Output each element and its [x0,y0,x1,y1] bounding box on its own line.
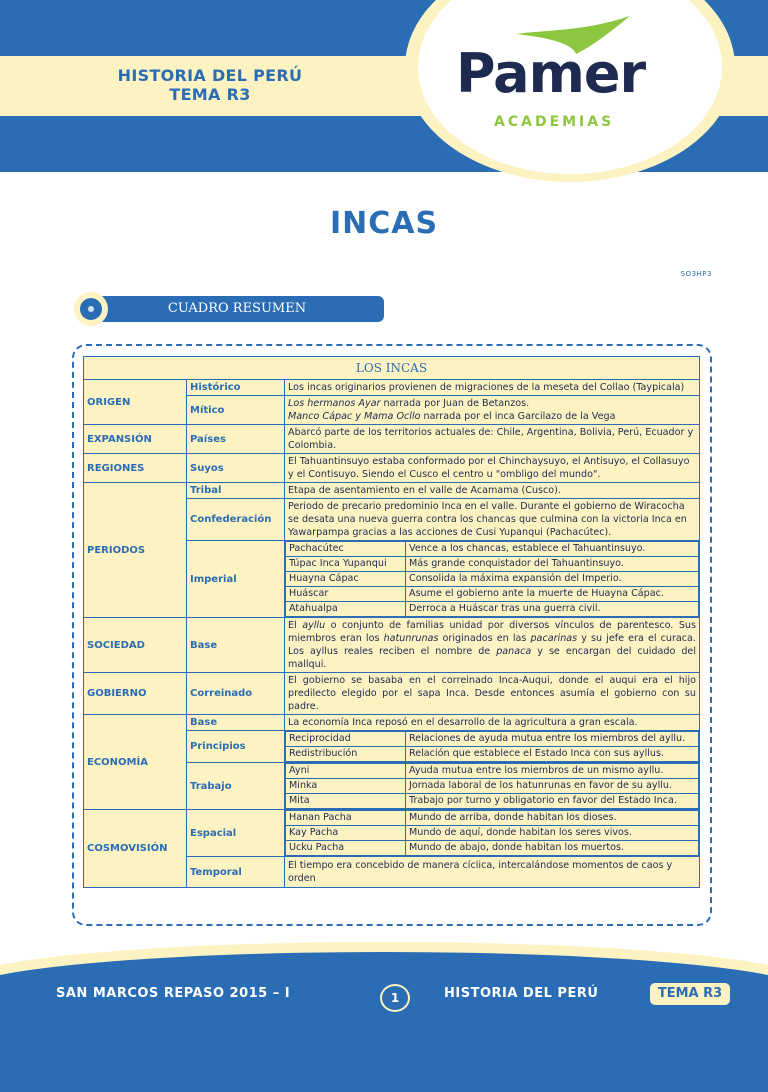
list-item [286,841,699,856]
category-regiones: REGIONES [84,454,187,483]
inca-name: Atahualpa [286,602,406,617]
list-item [286,764,699,779]
category-economia: ECONOMÍA [84,715,187,810]
term-panaca: panaca [496,646,532,657]
work-desc: Jornada laboral de los hatunrunas en favor de su ayllu. [406,779,699,794]
subcategory-tribal: Tribal [187,483,285,499]
inca-deed: Vence a los chancas, establece el Tahuantinsuyo. [406,542,699,557]
list-item [286,542,699,557]
list-item [286,557,699,572]
subcategory-confederacion: Confederación [187,499,285,541]
category-cosmovision: COSMOVISIÓN [84,810,187,888]
principle-desc: Relación que establece el Estado Inca con sus ayllus. [406,747,699,762]
myth-manco-text: narrada por el inca Garcilazo de la Vega [420,411,616,422]
text-run: y su jefe era el curaca. Los ayllus reales reciben el nombre de [288,633,696,657]
principle-name: Redistribución [286,747,406,762]
principle-desc: Relaciones de ayuda mutua entre los miembros del ayllu. [406,732,699,747]
header-title [0,66,420,104]
table-row [84,483,700,499]
footer-background [0,952,768,1092]
section-label: CUADRO RESUMEN [167,301,307,316]
inca-deed: Consolida la máxima expansión del Imperio. [406,572,699,587]
description-confederacion: Periodo de precario predominio Inca en el valle. Durante el gobierno de Wiracocha se desata una nueva guerra contra los chancas que culmina con la victoria Inca en Yawarpampa gracias a las acciones de Cusi Yupanqui (Pachacútec). [285,499,700,541]
imperial-table [285,541,699,617]
myth-ayar-text: narrada por Juan de Betanzos. [380,398,530,409]
subcategory-base: Base [187,618,285,673]
trabajo-table [285,763,699,809]
world-name: Hanan Pacha [286,811,406,826]
description-temporal: El tiempo era concebido de manera cíclica, intercalándose momentos de caos y orden [285,857,700,888]
world-name: Kay Pacha [286,826,406,841]
work-desc: Ayuda mutua entre los miembros de un mismo ayllu. [406,764,699,779]
list-item [286,779,699,794]
list-item [286,602,699,617]
work-desc: Trabajo por turno y obligatorio en favor del Estado Inca. [406,794,699,809]
world-desc: Mundo de arriba, donde habitan los dioses. [406,811,699,826]
subcategory-temporal: Temporal [187,857,285,888]
description-mitico [285,396,700,425]
page-title: INCAS [329,206,439,241]
term-ayllu: ayllu [302,620,326,631]
footer-subject: HISTORIA DEL PERÚ [444,986,599,1001]
inca-name: Huayna Cápac [286,572,406,587]
work-name: Minka [286,779,406,794]
header-topic: TEMA R3 [169,85,251,104]
table-row [84,673,700,715]
description-economia-base: La economía Inca reposó en el desarrollo de la agricultura a gran escala. [285,715,700,731]
table-heading: LOS INCAS [84,357,700,380]
table-row [84,715,700,731]
espacial-list [285,810,700,857]
list-item [286,826,699,841]
table-row [84,618,700,673]
world-desc: Mundo de abajo, donde habitan los muertos. [406,841,699,856]
description-historico: Los incas originarios provienen de migraciones de la meseta del Collao (Taypicala) [285,380,700,396]
subcategory-espacial: Espacial [187,810,285,857]
description-suyos: El Tahuantinsuyo estaba conformado por el Chinchaysuyo, el Antisuyo, el Collasuyo y el Contisuyo. Siendo el Cusco el centro u "ombligo del mundo". [285,454,700,483]
table-row [84,357,700,380]
term-hatunrunas: hatunrunas [383,633,439,644]
imperial-list [285,541,700,618]
principios-table [285,731,699,762]
page-number: 1 [380,984,410,1012]
logo-subtitle: ACADEMIAS [494,114,615,130]
category-sociedad: SOCIEDAD [84,618,187,673]
subcategory-principios: Principios [187,731,285,763]
table-row [84,810,700,857]
text-run: y se encargan del cuidado del mallqui. [288,646,696,670]
text-run: originados en las [438,633,531,644]
inca-deed: Más grande conquistador del Tahuantinsuyo. [406,557,699,572]
table-row [84,454,700,483]
subcategory-suyos: Suyos [187,454,285,483]
text-run: o conjunto de familias unidad por diversos vínculos de parentesco. Sus miembros eran los [288,620,696,644]
table-row [84,380,700,396]
inca-name: Huáscar [286,587,406,602]
term-pacarinas: pacarinas [530,633,578,644]
list-item [286,572,699,587]
inca-name: Túpac Inca Yupanqui [286,557,406,572]
category-origen: ORIGEN [84,380,187,425]
inca-deed: Asume el gobierno ante la muerte de Huayna Cápac. [406,587,699,602]
world-name: Ucku Pacha [286,841,406,856]
myth-ayar: Los hermanos Ayar [288,398,381,409]
inca-deed: Derroca a Huáscar tras una guerra civil. [406,602,699,617]
category-periodos: PERIODOS [84,483,187,618]
subcategory-imperial: Imperial [187,541,285,618]
description-tribal: Etapa de asentamiento en el valle de Acamama (Cusco). [285,483,700,499]
work-name: Mita [286,794,406,809]
category-gobierno: GOBIERNO [84,673,187,715]
list-item [286,587,699,602]
subcategory-trabajo: Trabajo [187,763,285,810]
trabajo-list [285,763,700,810]
category-expansion: EXPANSIÓN [84,425,187,454]
subcategory-base: Base [187,715,285,731]
principios-list [285,731,700,763]
table-row [84,425,700,454]
logo-wordmark: Pamer [456,42,646,105]
footer-topic-badge: TEMA R3 [650,983,730,1005]
subcategory-mitico: Mítico [187,396,285,425]
principle-name: Reciprocidad [286,732,406,747]
description-sociedad [285,618,700,673]
list-item [286,811,699,826]
list-item [286,747,699,762]
subcategory-correinado: Correinado [187,673,285,715]
list-item [286,794,699,809]
description-correinado: El gobierno se basaba en el correinado Inca-Auqui, donde el auqui era el hijo predilecto elegido por el sapa Inca. Desde entonces asumía el gobierno con su padre. [285,673,700,715]
list-item [286,732,699,747]
footer-course: SAN MARCOS REPASO 2015 – I [56,986,291,1001]
espacial-table [285,810,699,856]
inca-name: Pachacútec [286,542,406,557]
myth-manco: Manco Cápac y Mama Ocllo [288,411,421,422]
subcategory-paises: Países [187,425,285,454]
document-code: SO3HP3 [680,270,712,278]
subcategory-historico: Histórico [187,380,285,396]
text-run: El [288,620,303,631]
header-subject: HISTORIA DEL PERÚ [117,66,303,85]
description-paises: Abarcó parte de los territorios actuales de: Chile, Argentina, Bolivia, Perú, Ecuador y Colombia. [285,425,700,454]
work-name: Ayni [286,764,406,779]
world-desc: Mundo de aquí, donde habitan los seres vivos. [406,826,699,841]
summary-table [83,356,700,888]
